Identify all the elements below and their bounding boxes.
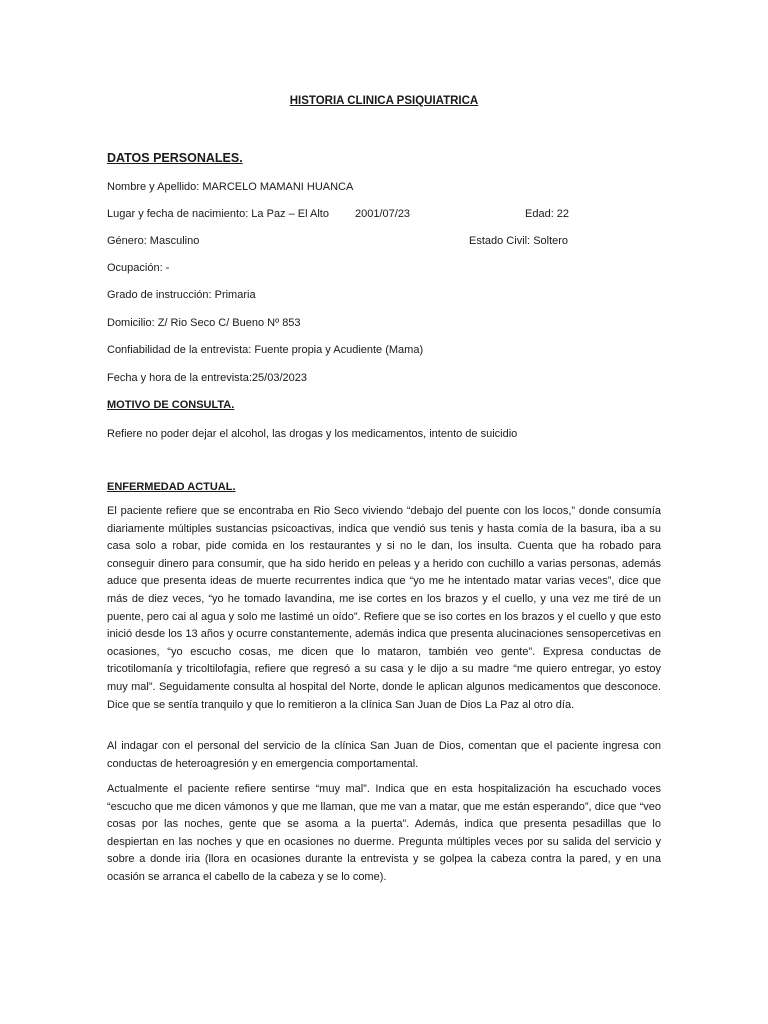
illness-paragraph-2: Al indagar con el personal del servicio de la clínica San Juan de Dios, comentan que el paciente ingresa con conductas de heteroagresión y en emergencia comportamental. xyxy=(107,740,661,770)
gender-line: Género: Masculino xyxy=(107,235,200,247)
patient-name-line: Nombre y Apellido: MARCELO MAMANI HUANCA xyxy=(107,181,354,193)
age-value: Edad: 22 xyxy=(525,208,570,220)
address-line: Domicilio: Z/ Rio Seco C/ Bueno Nº 853 xyxy=(107,317,301,329)
civil-status-value: Estado Civil: Soltero xyxy=(469,235,569,247)
section-heading-reason: MOTIVO DE CONSULTA. xyxy=(107,399,235,411)
reason-text: Refiere no poder dejar el alcohol, las drogas y los medicamentos, intento de suicidio xyxy=(107,428,518,440)
illness-paragraph-3: Actualmente el paciente refiere sentirse “muy mal”. Indica que en esta hospitalización ha escuchado voces “escucho que me dicen vámonos y que me llaman, que me van a matar, que me están esperando”, dice que “veo cosas por las noches, gente que se asoma a la puerta”. Además, indica que presenta pesadillas que lo despiertan en las noches y que en ocasiones no duerme. Pregunta múltiples veces por su salida del servicio y sobre a donde iria (llora en ocasiones durante la entrevista y se golpea la cabeza contra la pared, y en una ocasión se arranca el cabello de la cabeza y se lo come). xyxy=(107,783,661,883)
birth-date-value: 2001/07/23 xyxy=(355,208,411,220)
section-heading-personal-data: DATOS PERSONALES. xyxy=(107,151,243,165)
occupation-line: Ocupación: - xyxy=(107,262,170,274)
birth-place-line: Lugar y fecha de nacimiento: La Paz – El Alto xyxy=(107,208,329,220)
interview-date-line: Fecha y hora de la entrevista:25/03/2023 xyxy=(107,372,307,384)
section-heading-current-illness: ENFERMEDAD ACTUAL. xyxy=(107,481,236,493)
reliability-line: Confiabilidad de la entrevista: Fuente propia y Acudiente (Mama) xyxy=(107,344,424,356)
document-title: HISTORIA CLINICA PSIQUIATRICA xyxy=(289,95,479,107)
illness-paragraph-1: El paciente refiere que se encontraba en Rio Seco viviendo “debajo del puente con los locos,” donde consumía diariamente múltiples sustancias psicoactivas, indica que vendió sus tenis y hasta comía de la basura, iba a su casa solo a robar, pide comida en los restaurantes y si no le dan, los insulta. Cuenta que ha robado para conseguir dinero para consumir, que ha sido herido en peleas y a herido con cuchillo a varias personas, además aduce que presenta ideas de muerte recurrentes indica que “yo me he intentado matar varias veces”, dice que más de diez veces, “yo he tomado lavandina, me ise cortes en los brazos y el cuello, y una vez me tiré de un puente, pero cai al agua y solo me lastimé un oído”. Refiere que se iso cortes en los brazos y el cuello y que esto inició desde los 13 años y ocurre constantemente, además indica que presenta alucinaciones sensopercetivas en ocasiones, “yo escucho cosas, me dicen que lo mataron, también veo gente”. Expresa conductas de tricotilomanía y tricoltilofagia, refiere que regresó a su casa y le dijo a su madre “me quiero entregar, yo estoy muy mal”. Seguidamente consulta al hospital del Norte, donde le aplican algunos medicamentos que desconoce. Dice que se sentía tranquilo y que lo remitieron a la clínica San Juan de Dios La Paz al otro día. xyxy=(107,505,661,711)
education-line: Grado de instrucción: Primaria xyxy=(107,289,256,301)
